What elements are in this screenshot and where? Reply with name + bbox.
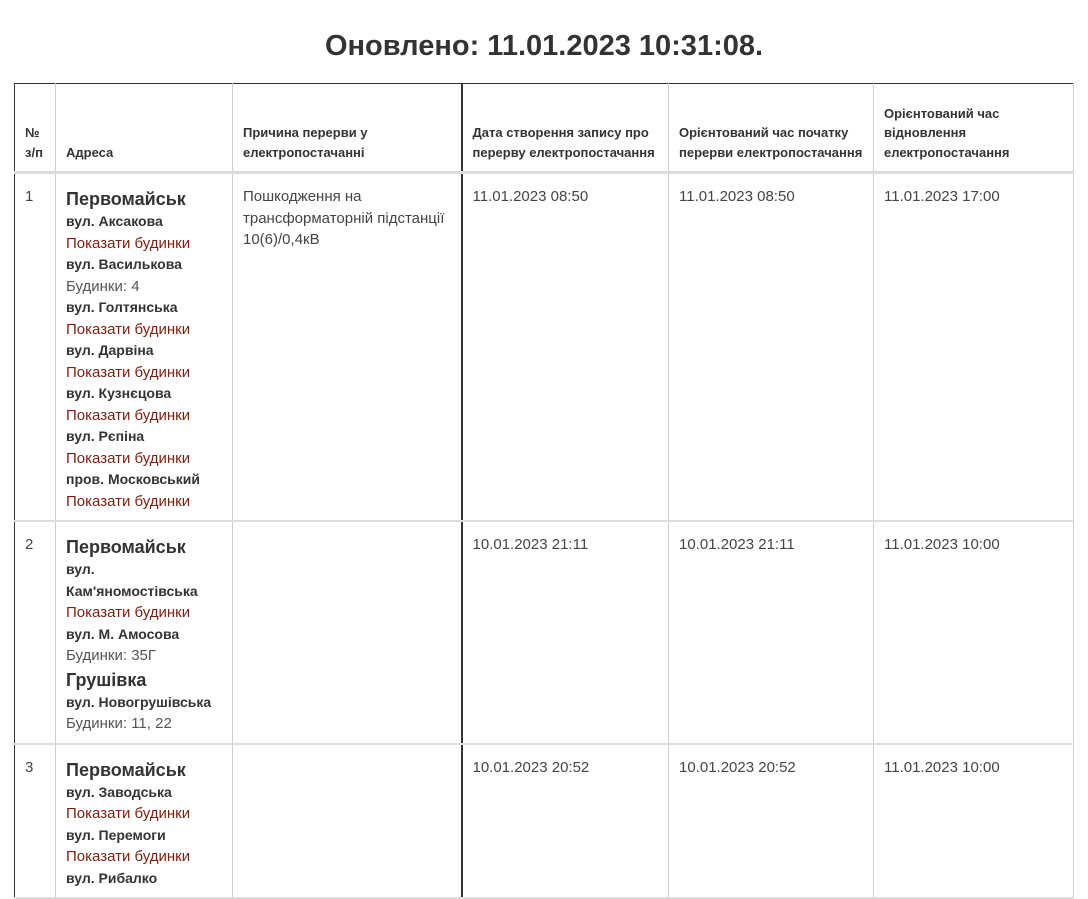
- street-name: вул. Рибалко: [66, 869, 158, 886]
- show-houses-link[interactable]: Показати будинки: [66, 449, 191, 467]
- start-time-cell: 10.01.2023 21:11: [669, 521, 874, 744]
- table-row: [15, 173, 1074, 522]
- row-number: 2: [15, 521, 56, 744]
- reason-cell: [233, 744, 462, 899]
- show-houses-link[interactable]: Показати будинки: [66, 805, 191, 822]
- town-name: Грушівка: [66, 669, 147, 690]
- show-houses-link[interactable]: Показати будинки: [66, 320, 191, 338]
- row-number: 3: [15, 744, 56, 899]
- street-name: вул. М. Амосова: [66, 625, 180, 642]
- header-reason: Причина перерви у електропостачанні: [233, 84, 462, 173]
- start-time-cell: 11.01.2023 08:50: [669, 173, 874, 522]
- start-time-cell: 10.01.2023 20:52: [669, 744, 874, 899]
- town-name: Первомайськ: [66, 189, 186, 209]
- street-name: вул. Новогрушівська: [66, 693, 212, 710]
- table-row: [15, 521, 1074, 744]
- show-houses-link[interactable]: Показати будинки: [66, 848, 191, 865]
- created-cell: 11.01.2023 08:50: [462, 173, 669, 522]
- address-cell: [56, 521, 233, 744]
- street-name: вул. Василькова: [66, 256, 182, 272]
- show-houses-link[interactable]: Показати будинки: [66, 363, 191, 381]
- address-cell: [56, 173, 233, 522]
- houses-list: Будинки: 11, 22: [66, 715, 172, 732]
- town-name: Первомайськ: [66, 759, 186, 780]
- reason-cell: [233, 521, 462, 744]
- header-created: Дата створення запису про перерву електропостачання: [462, 84, 669, 173]
- restore-time-cell: 11.01.2023 10:00: [874, 521, 1074, 744]
- houses-list: Будинки: 4: [66, 277, 140, 295]
- page-title: Оновлено: 11.01.2023 10:31:08.: [324, 30, 764, 62]
- header-restore-time: Орієнтований час відновлення електропостачання: [874, 84, 1074, 173]
- street-name: вул. Перемоги: [66, 826, 166, 843]
- town-name: Первомайськ: [66, 537, 186, 557]
- restore-time-cell: 11.01.2023 17:00: [874, 173, 1074, 522]
- address-cell: [56, 744, 233, 899]
- reason-cell: Пошкодження на трансформаторній підстанції 10(6)/0,4кВ: [233, 173, 462, 522]
- header-start-time: Орієнтований час початку перерви електропостачання: [669, 84, 874, 173]
- restore-time-cell: 11.01.2023 10:00: [874, 744, 1074, 899]
- show-houses-link[interactable]: Показати будинки: [66, 604, 191, 621]
- street-name: вул. Заводська: [66, 783, 172, 800]
- table-header-row: [15, 84, 1074, 173]
- outages-table: [14, 83, 1074, 899]
- street-name: вул. Дарвіна: [66, 342, 154, 358]
- show-houses-link[interactable]: Показати будинки: [66, 406, 191, 424]
- show-houses-link[interactable]: Показати будинки: [66, 234, 191, 252]
- street-name: вул. Кузнєцова: [66, 385, 172, 401]
- created-cell: 10.01.2023 20:52: [462, 744, 669, 899]
- street-name: вул. Кам'яномостівська: [66, 561, 198, 599]
- row-number: 1: [15, 173, 56, 522]
- street-name: вул. Голтянська: [66, 299, 178, 315]
- header-address: Адреса: [56, 84, 233, 173]
- houses-list: Будинки: 35Г: [66, 647, 157, 664]
- table-row: [15, 744, 1074, 899]
- show-houses-link[interactable]: Показати будинки: [66, 492, 191, 510]
- created-cell: 10.01.2023 21:11: [462, 521, 669, 744]
- street-name: пров. Московський: [66, 471, 201, 487]
- header-number: № з/п: [15, 84, 56, 173]
- street-name: вул. Аксакова: [66, 213, 163, 229]
- street-name: вул. Рєпіна: [66, 428, 145, 444]
